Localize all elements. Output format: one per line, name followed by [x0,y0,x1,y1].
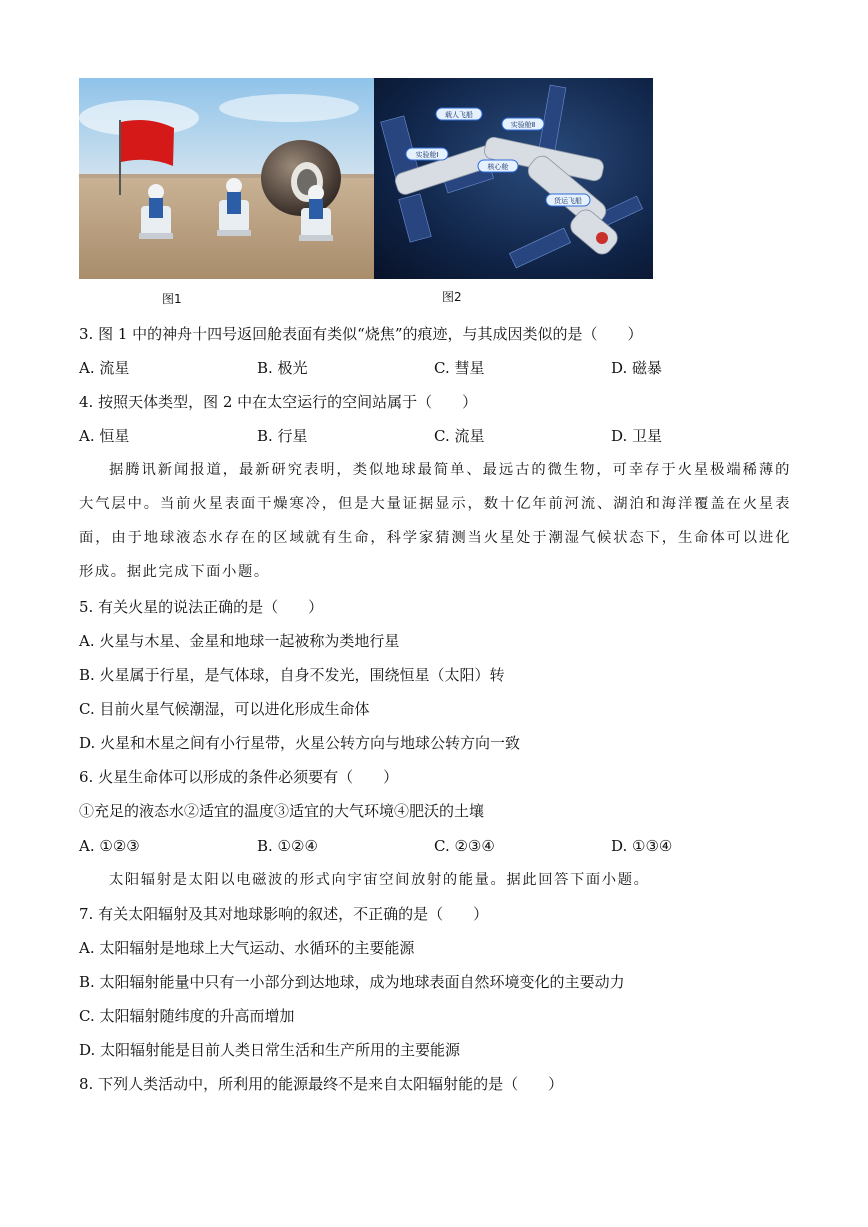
question-4-stem: 4. 按照天体类型，图 2 中在太空运行的空间站属于（ ） [79,393,478,411]
question-5-option-a: A. 火星与木星、金星和地球一起被称为类地行星 [79,632,400,650]
question-7-option-b: B. 太阳辐射能量中只有一小部分到达地球，成为地球表面自然环境变化的主要动力 [79,973,625,991]
question-7-option-a: A. 太阳辐射是地球上大气运动、水循环的主要能源 [79,939,415,957]
question-3-option-d: D. 磁暴 [611,359,663,377]
question-8-stem: 8. 下列人类活动中，所利用的能源最终不是来自太阳辐射能的是（ ） [79,1075,564,1093]
figure-1-photo [79,78,374,279]
question-6-option-c: C. ②③④ [434,837,495,855]
question-4-option-a: A. 恒星 [79,427,130,445]
question-3-option-b: B. 极光 [257,359,308,377]
question-5-stem: 5. 有关火星的说法正确的是（ ） [79,598,324,616]
question-7-stem: 7. 有关太阳辐射及其对地球影响的叙述，不正确的是（ ） [79,905,489,923]
question-3-option-a: A. 流星 [79,359,130,377]
label-crewed-ship: 载人飞船 [445,111,473,119]
figure-2-caption: 图2 [442,290,462,304]
question-3-stem: 3. 图 1 中的神舟十四号返回舱表面有类似“烧焦”的痕迹，与其成因类似的是（ ） [79,325,643,343]
question-7-option-c: C. 太阳辐射随纬度的升高而增加 [79,1007,295,1025]
question-4-option-c: C. 流星 [434,427,485,445]
question-5-option-d: D. 火星和木星之间有小行星带，火星公转方向与地球公转方向一致 [79,734,521,752]
question-4-option-d: D. 卫星 [611,427,663,445]
question-6-option-b: B. ①②④ [257,837,318,855]
question-6-conditions: ①充足的液态水②适宜的温度③适宜的大气环境④肥沃的土壤 [79,802,485,820]
question-4-option-b: B. 行星 [257,427,308,445]
figure-2-space-station [374,78,653,279]
label-cargo-ship: 货运飞船 [554,197,582,205]
question-5-option-b: B. 火星属于行星，是气体球，自身不发光，围绕恒星（太阳）转 [79,666,505,684]
question-5-option-c: C. 目前火星气候潮湿，可以进化形成生命体 [79,700,370,718]
label-core-module: 核心舱 [487,163,509,171]
label-lab-module-2: 实验舱Ⅱ [510,121,536,129]
question-3-option-c: C. 彗星 [434,359,485,377]
question-6-option-d: D. ①③④ [611,837,673,855]
question-6-stem: 6. 火星生命体可以形成的条件必须要有（ ） [79,768,399,786]
figure-1-caption: 图1 [162,292,182,306]
passage-mars: 据腾讯新闻报道，最新研究表明，类似地球最简单、最远古的微生物，可幸存于火星极端稀薄的大气层中。当前火星表面干燥寒冷，但是大量证据显示，数十亿年前河流、湖泊和海洋覆盖在火星表面，由于地球液态水存在的区域就有生命，科学家猜测当火星处于潮湿气候状态下，生命体可以进化形成。据此完成下面小题。 [79,462,791,580]
question-7-option-d: D. 太阳辐射能是目前人类日常生活和生产所用的主要能源 [79,1041,461,1059]
question-6-option-a: A. ①②③ [79,837,140,855]
label-lab-module-1: 实验舱Ⅰ [415,151,439,159]
passage-solar-radiation: 太阳辐射是太阳以电磁波的形式向宇宙空间放射的能量。据此回答下面小题。 [109,872,650,888]
